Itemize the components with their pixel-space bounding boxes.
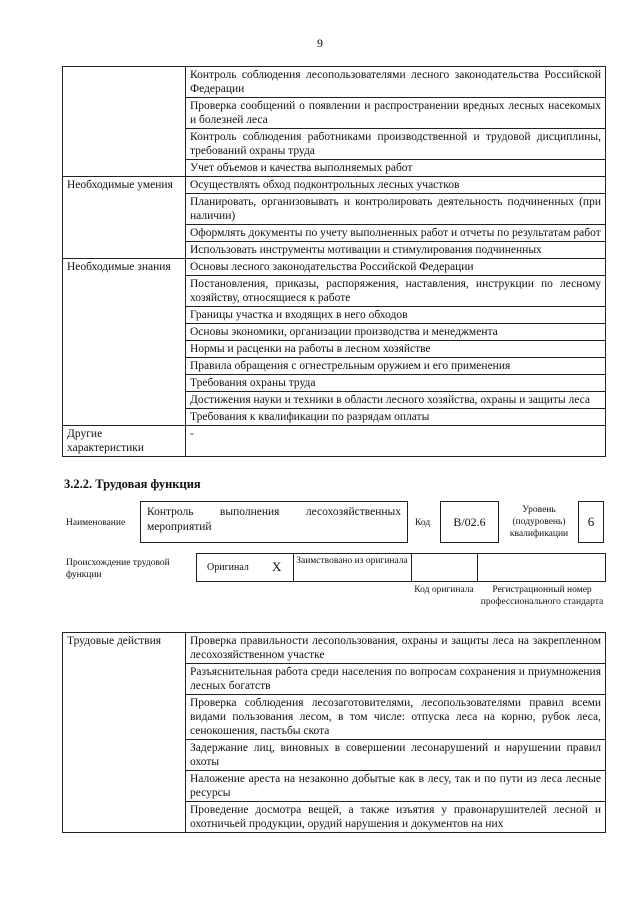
labor-actions-table [62,632,606,833]
table-cell: Наложение ареста на незаконно добытые как в лесу, так и по пути из леса лесные ресурсы [186,771,606,802]
table-cell: Проверка правильности лесопользования, охраны и защиты леса на закрепленном лесохозяйственном участке [186,633,606,664]
table-cell: Требования к квалификации по разрядам оплаты [186,409,606,426]
original-mark: X [272,559,282,574]
row-group-label [63,67,186,177]
table-cell: Нормы и расценки на работы в лесном хозяйстве [186,341,606,358]
table-row [63,259,606,276]
borrowed-label: Заимствовано из оригинала [296,556,408,566]
table-cell: Основы лесного законодательства Российской Федерации [186,259,606,276]
level-value: 6 [578,501,604,543]
table-row [63,633,606,664]
table-cell: Проверка соблюдения лесозаготовителями, лесопользователями правил всеми видами пользования лесом, в том числе: отпуска леса на корню, рубок леса, сенокошения, пастьбы скота [186,695,606,740]
requirements-table [62,66,606,457]
table-cell: Использовать инструменты мотивации и стимулирования подчиненных [186,242,606,259]
table-cell: Контроль соблюдения работниками производственной и трудовой дисциплины, требований охраны труда [186,129,606,160]
origin-label: Происхождение трудовой функции [66,558,170,580]
table-cell: Осуществлять обход подконтрольных лесных участков [186,177,606,194]
table-cell: Требования охраны труда [186,375,606,392]
code-value: В/02.6 [440,501,499,543]
table-cell: Основы экономики, организации производства и менеджмента [186,324,606,341]
row-group-label: Необходимые знания [63,259,186,426]
table-row [63,426,606,457]
table-row [63,177,606,194]
table-cell: Оформлять документы по учету выполненных работ и отчеты по результатам работ [186,225,606,242]
page-number: 9 [317,36,323,50]
table-cell: Постановления, приказы, распоряжения, наставления, инструкции по лесному хозяйству, относящиеся к работе [186,276,606,307]
table-cell: Контроль соблюдения лесопользователями лесного законодательства Российской Федерации [186,67,606,98]
row-group-label: Трудовые действия [63,633,186,833]
reg-number-caption: Регистрационный номер профессионального стандарта [480,585,604,607]
table-row [63,67,606,98]
section-title: 3.2.2. Трудовая функция [64,477,201,491]
table-cell: Проверка сообщений о появлении и распространении вредных лесных насекомых и болезней леса [186,98,606,129]
table-cell: - [186,426,606,457]
origin-box [196,553,606,582]
row-group-label: Необходимые умения [63,177,186,259]
table-cell: Задержание лиц, виновных в совершении лесонарушений и нарушении правил охоты [186,740,606,771]
table-cell: Планировать, организовывать и контролировать деятельность подчиненных (при наличии) [186,194,606,225]
table-cell: Учет объемов и качества выполняемых работ [186,160,606,177]
name-value: Контроль выполнения лесохозяйственных мероприятий [140,501,408,543]
row-group-label: Другие характеристики [63,426,186,457]
code-label: Код [415,518,431,528]
table-cell: Правила обращения с огнестрельным оружием и его применения [186,358,606,375]
table-cell: Достижения науки и техники в области лесного хозяйства, охраны и защиты леса [186,392,606,409]
original-label: Оригинал [207,562,249,573]
table-cell: Границы участка и входящих в него обходов [186,307,606,324]
level-label: Уровень (подуровень) квалификации [509,505,569,539]
name-label: Наименование [66,518,126,528]
table-cell: Разъяснительная работа среди населения по вопросам сохранения и приумножения лесных богатств [186,664,606,695]
table-cell: Проведение досмотра вещей, а также изъятия у правонарушителей лесной и охотничьей продукции, орудий нарушения и документов на них [186,802,606,833]
code-original-caption: Код оригинала [414,585,474,595]
